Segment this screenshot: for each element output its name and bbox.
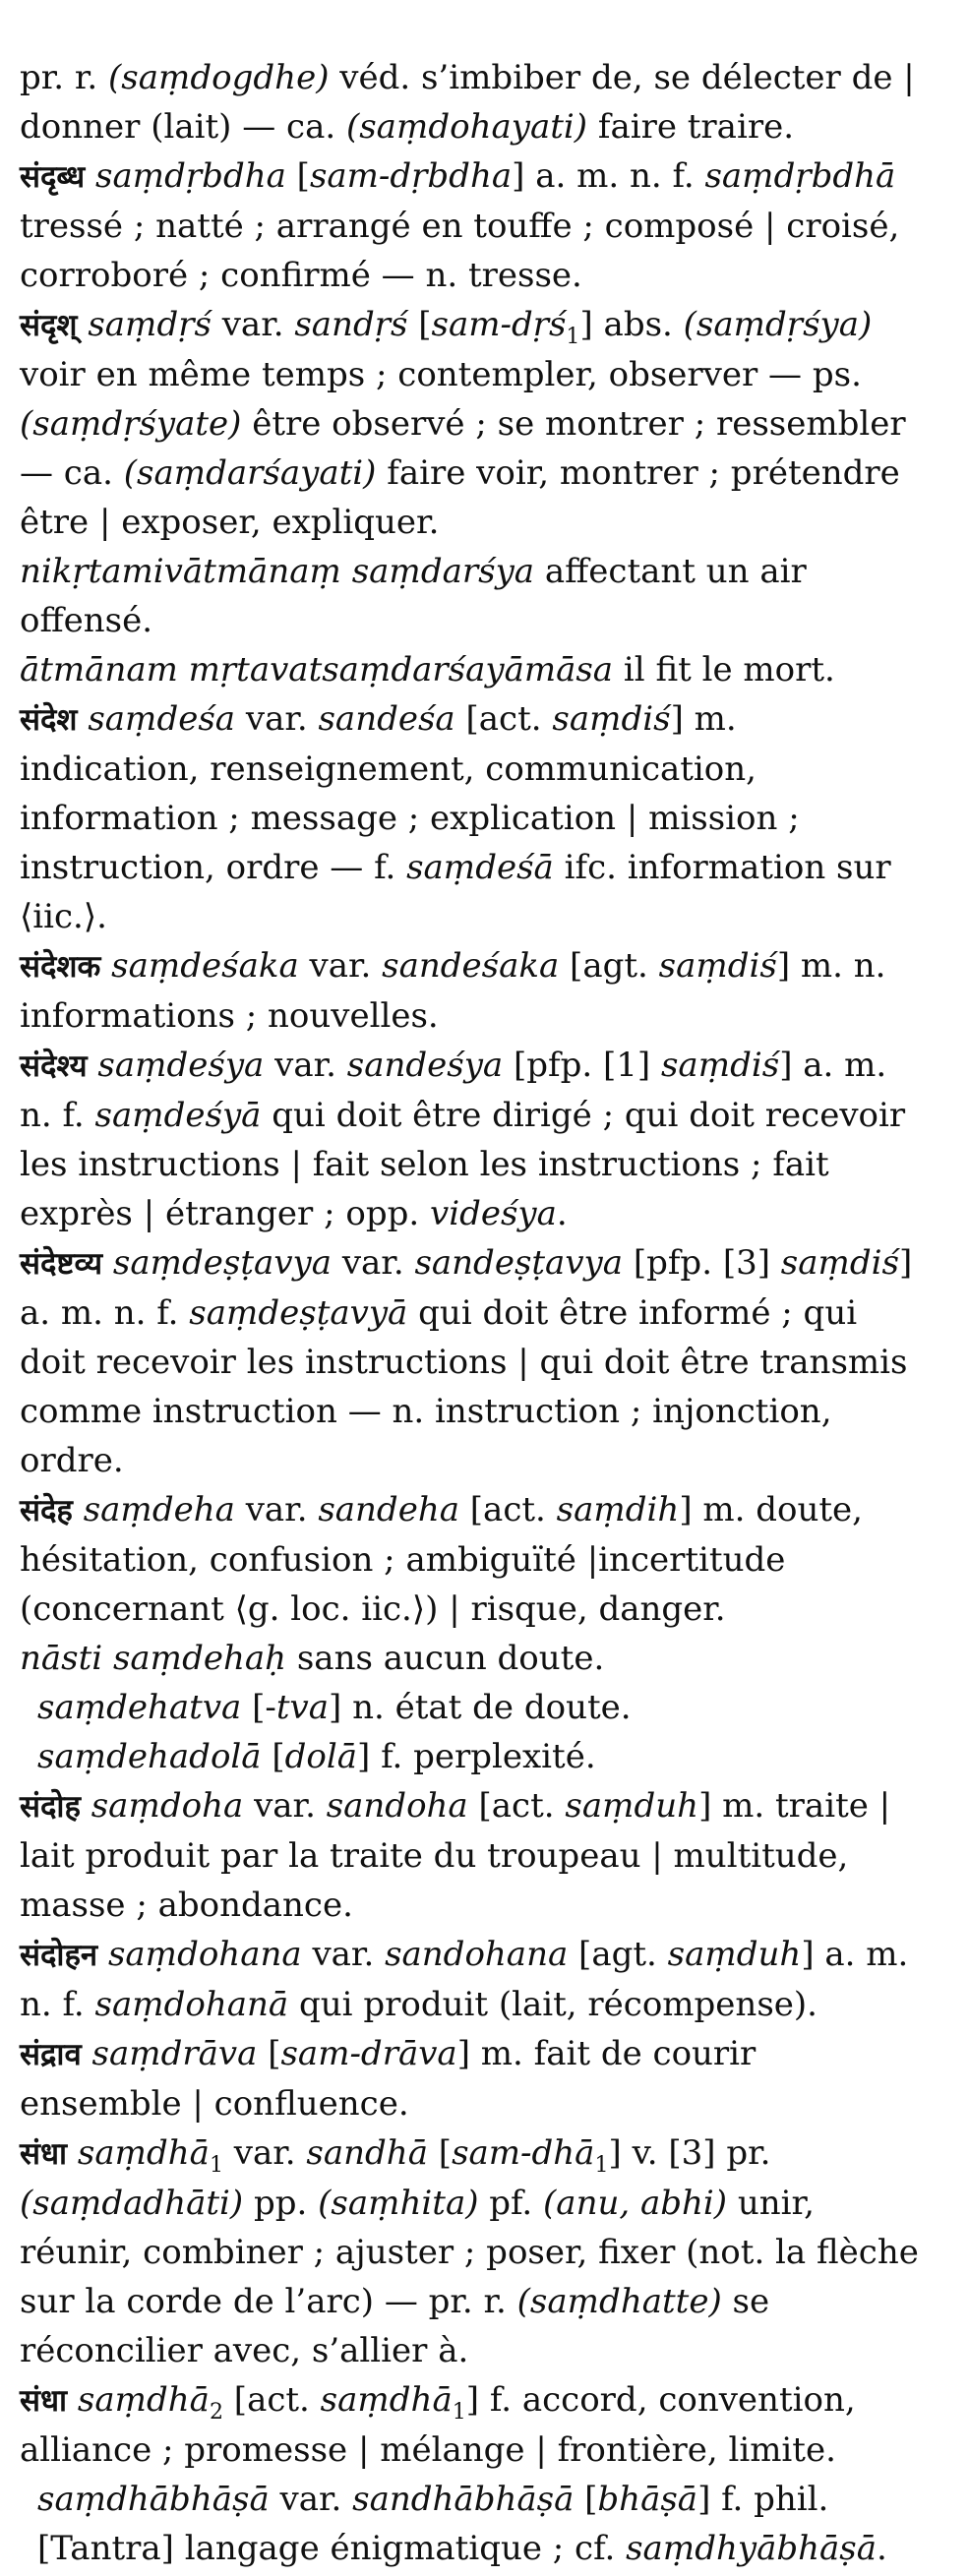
definition-text <box>88 1046 98 1085</box>
definition-text: [agt. <box>559 946 659 986</box>
homonym-subscript: 2 <box>209 2398 223 2425</box>
definition-text <box>67 2380 78 2420</box>
italic-text: sam-drāva <box>280 2034 457 2073</box>
dictionary-entry-samdrs <box>20 300 923 547</box>
italic-text: (saṃdarśayati) <box>123 453 377 493</box>
definition-text: ] m. doute, hésitation, confusion ; ambiguïté |incertitude (concernant ⟨g. loc. iic.⟩) | risque, danger. <box>20 1490 863 1629</box>
definition-text: [ <box>257 2034 281 2073</box>
definition-text <box>97 1935 108 1974</box>
definition-text: [ <box>261 1737 285 1776</box>
italic-text: saṃdohanā <box>94 1985 289 2024</box>
definition-text: qui produit (lait, récompense). <box>288 1985 818 2024</box>
italic-text: saṃdeśā <box>406 848 554 887</box>
italic-text: saṃdhābhāṣā <box>37 2480 270 2519</box>
devanagari-headword: संधा <box>20 2383 68 2419</box>
italic-text: ātmānam mṛtavatsaṃdarśayāmāsa <box>20 650 614 689</box>
definition-text: [act. <box>454 699 553 739</box>
definition-text <box>81 1786 91 1826</box>
homonym-subscript: 1 <box>594 2151 609 2178</box>
dictionary-entry-cont <box>20 53 923 151</box>
definition-text <box>67 2133 78 2173</box>
dictionary-entry-samdhabhasa <box>20 2475 923 2573</box>
devanagari-headword: संधा <box>20 2136 68 2172</box>
italic-text: saṃdohana <box>107 1935 302 1974</box>
dictionary-entry-samdha2 <box>20 2375 923 2475</box>
italic-text: (saṃdṛśya) <box>683 305 873 344</box>
devanagari-headword: संदृब्ध <box>20 159 86 195</box>
italic-text: saṃdiś <box>658 946 777 986</box>
italic-text: sandeśaka <box>382 946 560 986</box>
definition-text: ] a. m. n. f. <box>20 1046 887 1135</box>
definition-text: [agt. <box>568 1935 668 1974</box>
definition-text: var. <box>332 1243 415 1283</box>
italic-text: sandeṣṭavya <box>414 1243 624 1283</box>
italic-text: sam-dṛś <box>431 305 567 344</box>
definition-text: être observé ; se montrer ; ressembler — ca. <box>20 404 906 493</box>
italic-text: saṃdṛbdha <box>95 156 286 196</box>
definition-text: ] a. m. n. f. <box>20 1935 909 2024</box>
italic-text: saṃdṛś <box>88 305 212 344</box>
definition-text: ] abs. <box>579 305 684 344</box>
italic-text: saṃdhā <box>320 2380 453 2420</box>
definition-text: var. <box>223 2133 307 2173</box>
definition-text: véd. s’imbiber de, se délecter de | donner (lait) — ca. <box>20 58 915 147</box>
italic-text: saṃdoha <box>91 1786 244 1826</box>
definition-text: var. <box>243 1786 327 1826</box>
italic-text: saṃdih <box>556 1490 680 1529</box>
dictionary-entry-samdesaka <box>20 941 923 1041</box>
italic-text: (saṃdṛśyate) <box>20 404 242 444</box>
definition-text: affectant un air offensé. <box>20 552 807 640</box>
definition-text: var. <box>234 1490 319 1529</box>
italic-text: sandhābhāṣā <box>352 2480 575 2519</box>
italic-text: videśya <box>429 1194 557 1233</box>
definition-text: var. <box>235 699 319 739</box>
italic-text: saṃdeha <box>83 1490 235 1529</box>
definition-text: ] a. m. n. f. <box>20 1243 913 1333</box>
italic-text: nāsti saṃdehaḥ <box>20 1639 287 1678</box>
definition-text: [pfp. [1] <box>503 1046 661 1085</box>
italic-text: saṃdeśaka <box>111 946 299 986</box>
dictionary-entry-ex3 <box>20 1634 923 1683</box>
italic-text: sam-dhā <box>452 2133 595 2173</box>
italic-text: saṃdehatva <box>37 1688 242 1727</box>
italic-text: saṃdhyābhāṣā <box>626 2529 878 2568</box>
italic-text: saṃdeśyā <box>94 1096 262 1135</box>
definition-text: se réconcilier avec, s’allier à. <box>20 2282 770 2370</box>
dictionary-entry-samdestavya <box>20 1238 923 1485</box>
italic-text: saṃdṛbdhā <box>704 156 896 196</box>
definition-text: ifc. information sur ⟨iic.⟩. <box>20 848 891 936</box>
definition-text: voir en même temps ; contempler, observer — ps. <box>20 355 862 394</box>
definition-text <box>82 2034 92 2073</box>
definition-text: var. <box>269 2480 353 2519</box>
dictionary-entry-ex2 <box>20 645 923 694</box>
italic-text: nikṛtamivātmānaṃ saṃdarśya <box>20 552 535 591</box>
dictionary-entry-samdeha <box>20 1485 923 1634</box>
devanagari-headword: संदेशक <box>20 949 101 985</box>
italic-text: (saṃdohayati) <box>345 107 588 147</box>
definition-text: var. <box>298 946 383 986</box>
dictionary-entry-samdehadola <box>20 1732 923 1781</box>
homonym-subscript: 1 <box>209 2151 223 2178</box>
definition-text: sans aucun doute. <box>286 1639 605 1678</box>
definition-text <box>100 946 111 986</box>
definition-text <box>78 699 89 739</box>
definition-text: unir, réunir, combiner ; ajuster ; poser, fixer (not. la flèche sur la corde de l’arc) — pr. r. <box>20 2184 919 2321</box>
italic-text: (saṃdogdhe) <box>108 58 330 97</box>
definition-text: [act. <box>467 1786 566 1826</box>
italic-text: tva <box>275 1688 330 1727</box>
definition-text: tressé ; natté ; arrangé en touffe ; composé | croisé, corroboré ; confirmé — n. tresse. <box>20 207 900 295</box>
definition-text: ] m. traite | lait produit par la traite du troupeau | multitude, masse ; abondance. <box>20 1786 891 1925</box>
definition-text: ] f. perplexité. <box>357 1737 596 1776</box>
definition-text: ] n. état de doute. <box>329 1688 632 1727</box>
italic-text: saṃdehadolā <box>37 1737 262 1776</box>
italic-text: saṃdrāva <box>91 2034 258 2073</box>
definition-text: var. <box>211 305 295 344</box>
definition-text: faire traire. <box>587 107 795 147</box>
devanagari-headword: संदेह <box>20 1493 73 1528</box>
definition-text <box>73 1490 84 1529</box>
definition-text: qui doit être informé ; qui doit recevoir les instructions | qui doit être transmis comme instruction — n. instruction ; injonction, ordre. <box>20 1293 908 1480</box>
definition-text: . <box>877 2529 887 2568</box>
definition-text <box>78 305 89 344</box>
devanagari-headword: संदेश <box>20 702 78 738</box>
dictionary-entry-samdesa <box>20 694 923 941</box>
definition-text: var. <box>264 1046 347 1085</box>
devanagari-headword: संदेश्य <box>20 1048 88 1084</box>
definition-text: ] a. m. n. f. <box>512 156 705 196</box>
dictionary-entry-samdoha <box>20 1781 923 1930</box>
italic-text: sandohana <box>385 1935 569 1974</box>
definition-text: pp. <box>243 2184 319 2223</box>
definition-text: pf. <box>478 2184 544 2223</box>
italic-text: (saṃdhatte) <box>516 2282 722 2321</box>
italic-text: saṃdhā <box>77 2133 210 2173</box>
italic-text: (anu, abhi) <box>543 2184 728 2223</box>
devanagari-headword: संद्राव <box>20 2037 82 2072</box>
italic-text: saṃdeśya <box>97 1046 265 1085</box>
definition-text: [pfp. [3] <box>623 1243 781 1283</box>
italic-text: saṃduh <box>565 1786 699 1826</box>
italic-text: sandhā <box>306 2133 428 2173</box>
italic-text: dolā <box>284 1737 358 1776</box>
italic-text: sandṛś <box>294 305 408 344</box>
italic-text: saṃdiś <box>660 1046 780 1085</box>
definition-text: var. <box>301 1935 386 1974</box>
definition-text: pr. r. <box>20 58 109 97</box>
definition-text: ] f. accord, convention, alliance ; promesse | mélange | frontière, limite. <box>20 2380 856 2470</box>
italic-text: (saṃhita) <box>318 2184 479 2223</box>
italic-text: bhāṣā <box>597 2480 698 2519</box>
devanagari-headword: संदोह <box>20 1789 81 1825</box>
definition-text <box>102 1243 113 1283</box>
definition-text <box>85 156 95 196</box>
definition-text: ] m. n. informations ; nouvelles. <box>20 946 886 1036</box>
homonym-subscript: 1 <box>566 323 580 349</box>
italic-text: saṃdeṣṭavyā <box>189 1293 408 1333</box>
dictionary-entry-samdehatva <box>20 1683 923 1732</box>
definition-text: . <box>556 1194 568 1233</box>
italic-text: saṃdiś <box>552 699 671 739</box>
italic-text: saṃdhā <box>77 2380 210 2420</box>
definition-text: [- <box>241 1688 276 1727</box>
dictionary-entry-ex1 <box>20 547 923 645</box>
homonym-subscript: 1 <box>452 2398 466 2425</box>
italic-text: saṃdeśa <box>88 699 236 739</box>
definition-text: il fit le mort. <box>613 650 835 689</box>
dictionary-entry-samdha1 <box>20 2128 923 2375</box>
definition-text: ] v. [3] pr. <box>608 2133 771 2173</box>
definition-text: [ <box>427 2133 453 2173</box>
italic-text: (saṃdadhāti) <box>20 2184 244 2223</box>
italic-text: saṃdeṣṭavya <box>112 1243 333 1283</box>
definition-text: qui doit être dirigé ; qui doit recevoir les instructions | fait selon les instructions ; fait exprès | étranger ; opp. <box>20 1096 906 1233</box>
definition-text: [act. <box>223 2380 321 2420</box>
dictionary-entry-samdesya <box>20 1041 923 1238</box>
italic-text: saṃduh <box>667 1935 802 1974</box>
italic-text: saṃdiś <box>780 1243 900 1283</box>
definition-text: [ <box>407 305 432 344</box>
definition-text: ] m. fait de courir ensemble | confluence. <box>20 2034 757 2124</box>
devanagari-headword: संदेष्टव्य <box>20 1246 103 1282</box>
definition-text: ] f. phil. [Tantra] langage énigmatique ; cf. <box>37 2480 829 2568</box>
devanagari-headword: संदोहन <box>20 1938 98 1973</box>
italic-text: sandeśya <box>346 1046 504 1085</box>
devanagari-headword: संदृश् <box>20 308 78 343</box>
italic-text: sandeśa <box>318 699 455 739</box>
dictionary-entry-samdrava <box>20 2029 923 2128</box>
italic-text: sam-dṛbdha <box>309 156 513 196</box>
definition-text: [ <box>285 156 310 196</box>
dictionary-entry-samdrbdha <box>20 151 923 300</box>
definition-text: [ <box>574 2480 598 2519</box>
italic-text: sandeha <box>318 1490 459 1529</box>
italic-text: sandoha <box>326 1786 468 1826</box>
definition-text: ] m. indication, renseignement, communication, information ; message ; explication | mission ; instruction, ordre — f. <box>20 699 800 887</box>
dictionary-entry-samdohana <box>20 1930 923 2029</box>
definition-text: faire voir, montrer ; prétendre être | exposer, expliquer. <box>20 453 900 542</box>
definition-text: [act. <box>458 1490 557 1529</box>
